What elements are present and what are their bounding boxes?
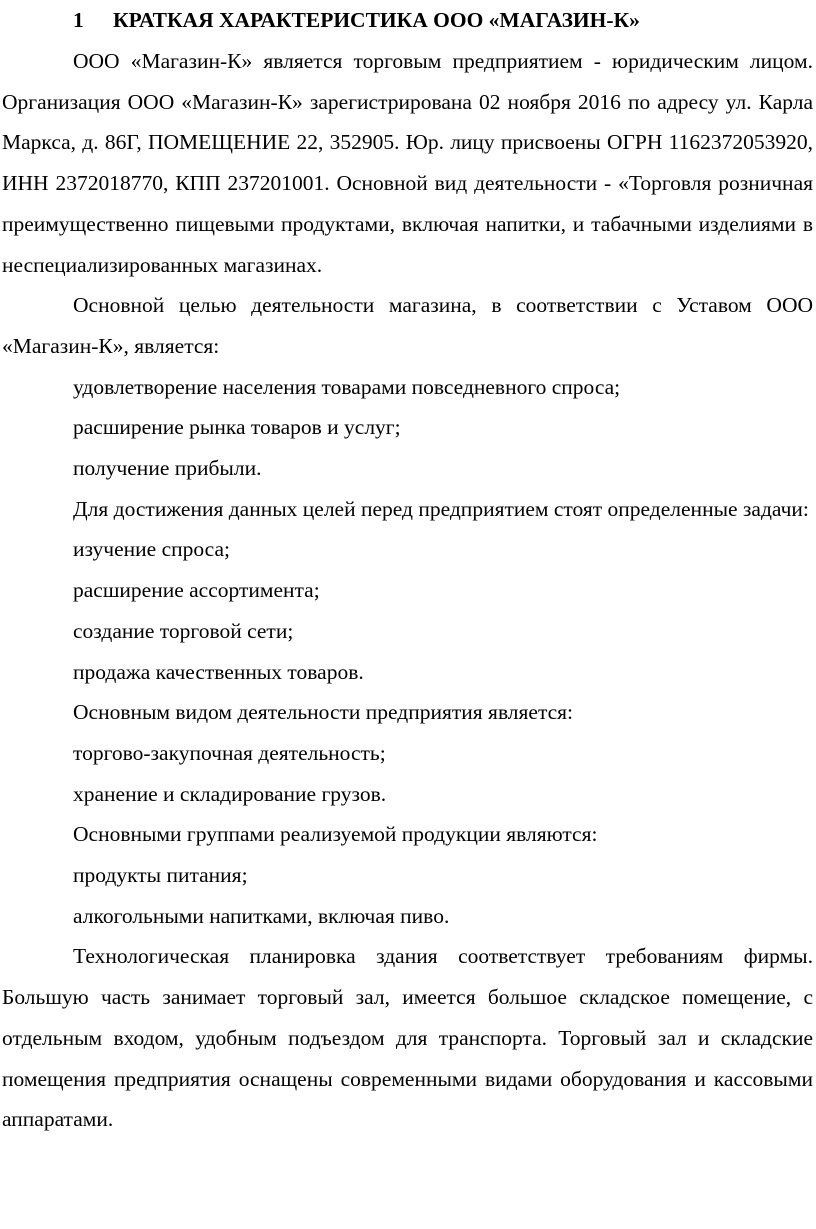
- list-item: продажа качественных товаров.: [73, 659, 364, 684]
- tasks-intro-paragraph: Для достижения данных целей перед предприятием стоят определенные задачи:: [73, 496, 809, 521]
- list-item: алкогольными напитками, включая пиво.: [73, 903, 450, 928]
- intro-paragraph: ООО «Магазин-К» является торговым предприятием - юридическим лицом. Организация ООО «Магазин-К» зарегистрирована 02 ноября 2016 по адресу ул. Карла Маркса, д. 86Г, ПОМЕЩЕНИЕ 22, 352905. Юр. лицу присвоены ОГРН 1162372053920, ИНН 2372018770, КПП 237201001. Основной вид деятельности - «Торговля розничная преимущественно пищевыми продуктами, включая напитки, и табачными изделиями в неспециализированных магазинах.: [2, 49, 813, 277]
- activity-intro-paragraph: Основным видом деятельности предприятия является:: [73, 700, 574, 725]
- list-item: удовлетворение населения товарами повседневного спроса;: [73, 374, 621, 399]
- layout-paragraph: Технологическая планировка здания соответствует требованиям фирмы. Большую часть занимает торговый зал, имеется большое складское помещение, с отдельным входом, удобным подъездом для транспорта. Торговый зал и складские помещения предприятия оснащены современными видами оборудования и кассовыми аппаратами.: [2, 944, 813, 1132]
- section-heading: [2, 0, 813, 41]
- section-title: КРАТКАЯ ХАРАКТЕРИСТИКА ООО «МАГАЗИН-К»: [113, 8, 640, 32]
- activities-list: [2, 733, 813, 814]
- list-item: торгово-закупочная деятельность;: [73, 740, 386, 765]
- list-item: расширение рынка товаров и услуг;: [73, 415, 401, 440]
- list-item: получение прибыли.: [73, 456, 262, 481]
- list-item: продукты питания;: [73, 863, 248, 888]
- products-list: [2, 855, 813, 936]
- tasks-list: [2, 529, 813, 692]
- products-intro-paragraph: Основными группами реализуемой продукции являются:: [73, 822, 598, 847]
- list-item: расширение ассортимента;: [73, 578, 320, 603]
- goal-intro-paragraph: Основной целью деятельности магазина, в соответствии с Уставом ООО «Магазин-К», является:: [2, 293, 813, 358]
- list-item: хранение и складирование грузов.: [73, 781, 387, 806]
- goals-list: [2, 367, 813, 489]
- list-item: создание торговой сети;: [73, 618, 294, 643]
- section-number: 1: [73, 8, 84, 32]
- list-item: изучение спроса;: [73, 537, 230, 562]
